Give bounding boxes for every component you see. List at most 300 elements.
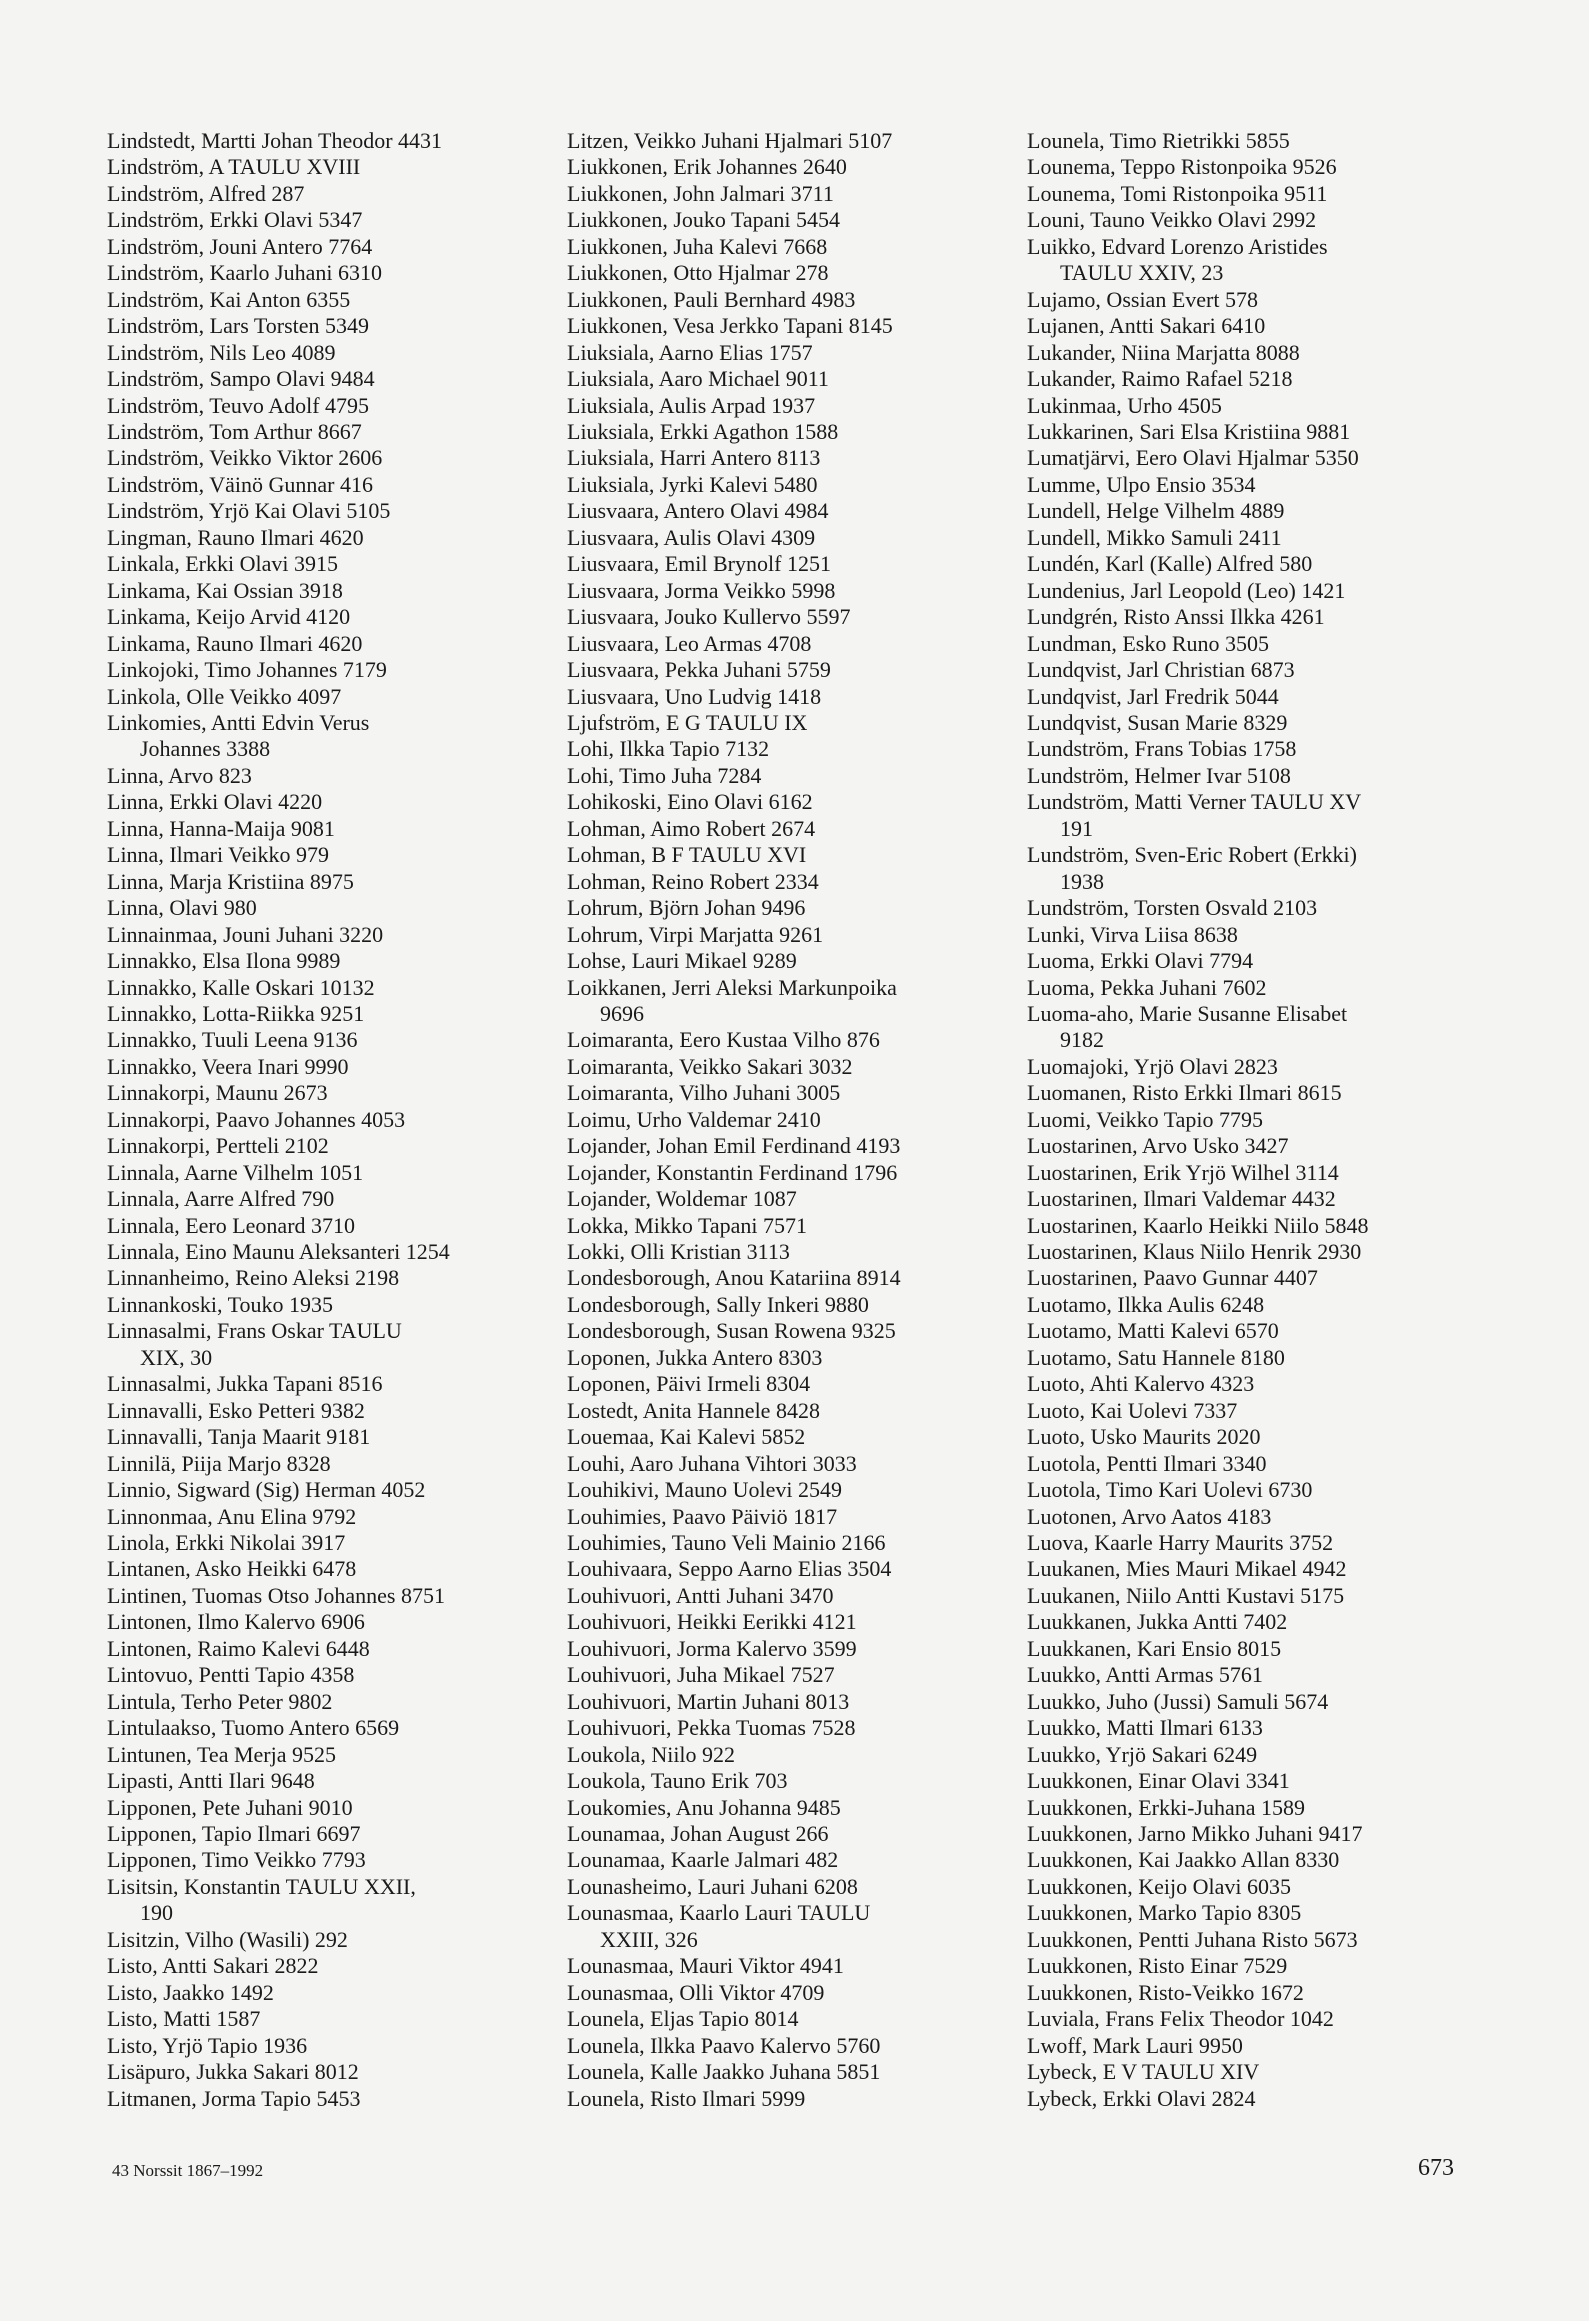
index-entry bbox=[107, 1398, 557, 1424]
index-entry bbox=[107, 1689, 557, 1715]
index-entry bbox=[567, 948, 1017, 974]
entry-text: Louhimies, Tauno Veli Mainio 2166 bbox=[567, 1530, 886, 1556]
entry-text: Lisitsin, Konstantin TAULU XXII, bbox=[107, 1873, 416, 1899]
index-entry bbox=[1027, 1768, 1487, 1794]
entry-text: Louhivuori, Antti Juhani 3470 bbox=[567, 1582, 834, 1608]
entry-text: Linnasalmi, Frans Oskar TAULU bbox=[107, 1318, 402, 1344]
index-entry bbox=[567, 1133, 1017, 1159]
entry-text: Listo, Matti 1587 bbox=[107, 2006, 261, 2032]
entry-text: Lojander, Konstantin Ferdinand 1796 bbox=[567, 1159, 898, 1185]
index-entry bbox=[567, 789, 1017, 815]
entry-text: Lipponen, Timo Veikko 7793 bbox=[107, 1847, 366, 1873]
index-entry bbox=[107, 1107, 557, 1133]
entry-text: Luostarinen, Erik Yrjö Wilhel 3114 bbox=[1027, 1159, 1339, 1185]
index-entry bbox=[107, 869, 557, 895]
entry-text: Luukkonen, Marko Tapio 8305 bbox=[1027, 1900, 1302, 1926]
entry-text: Luukanen, Mies Mauri Mikael 4942 bbox=[1027, 1556, 1347, 1582]
entry-text: Lundström, Matti Verner TAULU XV bbox=[1027, 789, 1362, 815]
index-entry bbox=[567, 1662, 1017, 1688]
index-entry bbox=[567, 234, 1017, 260]
index-entry bbox=[107, 207, 557, 233]
entry-text: Lindström, A TAULU XVIII bbox=[107, 154, 361, 180]
index-entry bbox=[567, 684, 1017, 710]
index-entry bbox=[567, 1054, 1017, 1080]
entry-text: Lounasmaa, Mauri Viktor 4941 bbox=[567, 1953, 844, 1979]
index-entry bbox=[107, 340, 557, 366]
entry-text: Luostarinen, Ilmari Valdemar 4432 bbox=[1027, 1186, 1336, 1212]
entry-text: Loukola, Niilo 922 bbox=[567, 1741, 736, 1767]
index-entry bbox=[567, 1583, 1017, 1609]
index-entry bbox=[107, 366, 557, 392]
index-entry bbox=[567, 1556, 1017, 1582]
index-entry bbox=[567, 1953, 1017, 1979]
entry-text: Louhivuori, Pekka Tuomas 7528 bbox=[567, 1715, 856, 1741]
entry-text: Lintonen, Ilmo Kalervo 6906 bbox=[107, 1609, 365, 1635]
index-entry bbox=[1027, 1160, 1487, 1186]
index-entry bbox=[1027, 128, 1487, 154]
entry-text: Lokka, Mikko Tapani 7571 bbox=[567, 1212, 808, 1238]
index-entry bbox=[567, 1213, 1017, 1239]
index-entry bbox=[1027, 1133, 1487, 1159]
index-entry bbox=[1027, 2033, 1487, 2059]
index-entry bbox=[1027, 1080, 1487, 1106]
entry-text: Louhivuori, Heikki Eerikki 4121 bbox=[567, 1609, 857, 1635]
index-entry bbox=[107, 1054, 557, 1080]
entry-text: Lindström, Teuvo Adolf 4795 bbox=[107, 392, 370, 418]
entry-text: Lintonen, Raimo Kalevi 6448 bbox=[107, 1635, 370, 1661]
index-entry bbox=[567, 710, 1017, 736]
entry-text: Louhivuori, Juha Mikael 7527 bbox=[567, 1662, 835, 1688]
entry-text: Lukinmaa, Urho 4505 bbox=[1027, 392, 1222, 418]
index-entry bbox=[567, 260, 1017, 286]
index-entry bbox=[1027, 313, 1487, 339]
index-entry bbox=[1027, 1239, 1487, 1265]
entry-text: Louhivuori, Jorma Kalervo 3599 bbox=[567, 1635, 857, 1661]
entry-text: Linkojoki, Timo Johannes 7179 bbox=[107, 657, 387, 683]
entry-text: Lindström, Jouni Antero 7764 bbox=[107, 233, 373, 259]
entry-text: Lipasti, Antti Ilari 9648 bbox=[107, 1768, 315, 1794]
index-entry bbox=[567, 1345, 1017, 1371]
index-entry bbox=[567, 1768, 1017, 1794]
entry-text: Liusvaara, Uno Ludvig 1418 bbox=[567, 683, 822, 709]
index-entry bbox=[567, 869, 1017, 895]
index-entry bbox=[107, 1583, 557, 1609]
index-entry bbox=[1027, 684, 1487, 710]
index-entry bbox=[107, 657, 557, 683]
entry-text: Lounela, Timo Rietrikki 5855 bbox=[1027, 128, 1290, 153]
entry-text: Luoma, Pekka Juhani 7602 bbox=[1027, 974, 1267, 1000]
entry-text: Lundén, Karl (Kalle) Alfred 580 bbox=[1027, 551, 1313, 577]
index-entry bbox=[567, 1795, 1017, 1821]
index-entry bbox=[567, 1027, 1017, 1053]
entry-text: Lindström, Tom Arthur 8667 bbox=[107, 418, 362, 444]
entry-text: Luostarinen, Klaus Niilo Henrik 2930 bbox=[1027, 1239, 1362, 1265]
entry-text: Lohikoski, Eino Olavi 6162 bbox=[567, 789, 813, 815]
entry-text: Lounasmaa, Olli Viktor 4709 bbox=[567, 1979, 825, 2005]
index-entry bbox=[1027, 1107, 1487, 1133]
index-entry bbox=[567, 1371, 1017, 1397]
entry-text: Lindström, Lars Torsten 5349 bbox=[107, 313, 370, 339]
entry-text: Lwoff, Mark Lauri 9950 bbox=[1027, 2032, 1243, 2058]
entry-continuation: 191 bbox=[1060, 815, 1093, 841]
entry-text: Lohrum, Virpi Marjatta 9261 bbox=[567, 921, 824, 947]
index-entry bbox=[567, 1715, 1017, 1741]
index-entry bbox=[107, 393, 557, 419]
index-entry bbox=[567, 472, 1017, 498]
index-entry bbox=[107, 1027, 557, 1053]
entry-text: Litzen, Veikko Juhani Hjalmari 5107 bbox=[567, 128, 893, 153]
entry-text: Liuksiala, Aaro Michael 9011 bbox=[567, 366, 829, 392]
entry-text: Lindström, Kaarlo Juhani 6310 bbox=[107, 260, 382, 286]
entry-text: Luukko, Antti Armas 5761 bbox=[1027, 1662, 1263, 1688]
entry-text: Loimaranta, Vilho Juhani 3005 bbox=[567, 1080, 841, 1106]
index-entry bbox=[1027, 472, 1487, 498]
index-entry bbox=[567, 551, 1017, 577]
index-entry bbox=[567, 445, 1017, 471]
entry-text: Linkomies, Antti Edvin Verus bbox=[107, 709, 370, 735]
entry-text: Luukkonen, Einar Olavi 3341 bbox=[1027, 1768, 1290, 1794]
entry-text: Linnakorpi, Paavo Johannes 4053 bbox=[107, 1106, 406, 1132]
entry-text: Luukkanen, Jukka Antti 7402 bbox=[1027, 1609, 1288, 1635]
entry-text: Lundström, Helmer Ivar 5108 bbox=[1027, 762, 1291, 788]
index-entry bbox=[107, 922, 557, 948]
index-entry bbox=[107, 1715, 557, 1741]
index-entry bbox=[107, 1318, 557, 1371]
entry-text: Luostarinen, Arvo Usko 3427 bbox=[1027, 1133, 1289, 1159]
index-entry bbox=[1027, 207, 1487, 233]
entry-continuation: XXIII, 326 bbox=[600, 1926, 698, 1952]
entry-text: Lindström, Yrjö Kai Olavi 5105 bbox=[107, 498, 391, 524]
index-entry bbox=[107, 1080, 557, 1106]
entry-text: Luostarinen, Kaarlo Heikki Niilo 5848 bbox=[1027, 1212, 1369, 1238]
index-entry bbox=[1027, 604, 1487, 630]
index-entry bbox=[567, 1398, 1017, 1424]
index-entry bbox=[1027, 340, 1487, 366]
index-entry bbox=[567, 313, 1017, 339]
index-entry bbox=[107, 313, 557, 339]
entry-text: Lintovuo, Pentti Tapio 4358 bbox=[107, 1662, 355, 1688]
index-entry bbox=[567, 154, 1017, 180]
index-entry bbox=[1027, 1874, 1487, 1900]
index-entry bbox=[107, 234, 557, 260]
entry-text: Lipponen, Tapio Ilmari 6697 bbox=[107, 1821, 361, 1846]
index-entry bbox=[1027, 1530, 1487, 1556]
index-entry bbox=[107, 181, 557, 207]
entry-continuation: TAULU XXIV, 23 bbox=[1060, 260, 1224, 286]
index-entry bbox=[1027, 1609, 1487, 1635]
index-entry bbox=[107, 419, 557, 445]
entry-text: Lundqvist, Jarl Christian 6873 bbox=[1027, 657, 1295, 683]
entry-text: Loikkanen, Jerri Aleksi Markunpoika bbox=[567, 974, 897, 1000]
entry-text: Liukkonen, Juha Kalevi 7668 bbox=[567, 233, 828, 259]
entry-text: Linkama, Kai Ossian 3918 bbox=[107, 577, 343, 603]
index-entry bbox=[107, 1662, 557, 1688]
index-entry bbox=[107, 1292, 557, 1318]
index-entry bbox=[567, 393, 1017, 419]
index-entry bbox=[567, 1530, 1017, 1556]
index-entry bbox=[1027, 393, 1487, 419]
index-entry bbox=[1027, 445, 1487, 471]
entry-text: Lundgrén, Risto Anssi Ilkka 4261 bbox=[1027, 604, 1325, 630]
index-entry bbox=[107, 260, 557, 286]
entry-text: Lounema, Teppo Ristonpoika 9526 bbox=[1027, 154, 1337, 180]
index-entry bbox=[567, 1504, 1017, 1530]
index-entry bbox=[1027, 922, 1487, 948]
index-entry bbox=[107, 684, 557, 710]
index-entry bbox=[567, 498, 1017, 524]
entry-text: Lybeck, E V TAULU XIV bbox=[1027, 2059, 1260, 2085]
entry-text: Linnakko, Elsa Ilona 9989 bbox=[107, 948, 341, 974]
index-entry bbox=[107, 445, 557, 471]
entry-text: Lounasheimo, Lauri Juhani 6208 bbox=[567, 1873, 858, 1899]
entry-text: Luukkonen, Erkki-Juhana 1589 bbox=[1027, 1794, 1305, 1820]
entry-text: Liusvaara, Antero Olavi 4984 bbox=[567, 498, 829, 524]
index-entry bbox=[107, 975, 557, 1001]
index-entry bbox=[1027, 1556, 1487, 1582]
entry-text: Linnakko, Veera Inari 9990 bbox=[107, 1053, 349, 1079]
index-entry bbox=[1027, 1742, 1487, 1768]
index-entry bbox=[107, 2059, 557, 2085]
entry-text: Louni, Tauno Veikko Olavi 2992 bbox=[1027, 207, 1317, 233]
index-entry bbox=[567, 1292, 1017, 1318]
entry-text: Lindström, Alfred 287 bbox=[107, 180, 305, 206]
index-entry bbox=[1027, 842, 1487, 895]
index-entry bbox=[1027, 1662, 1487, 1688]
index-entry bbox=[1027, 1477, 1487, 1503]
index-entry bbox=[567, 1186, 1017, 1212]
index-entry bbox=[567, 2059, 1017, 2085]
entry-text: Luotamo, Matti Kalevi 6570 bbox=[1027, 1318, 1279, 1344]
entry-text: Lounela, Kalle Jaakko Juhana 5851 bbox=[567, 2059, 881, 2085]
index-entry bbox=[107, 1874, 557, 1927]
index-entry bbox=[107, 1742, 557, 1768]
index-entry bbox=[567, 922, 1017, 948]
index-entry bbox=[1027, 1715, 1487, 1741]
entry-text: Lundström, Sven-Eric Robert (Erkki) bbox=[1027, 842, 1357, 868]
entry-text: Linna, Arvo 823 bbox=[107, 762, 252, 788]
entry-text: Lisäpuro, Jukka Sakari 8012 bbox=[107, 2059, 359, 2085]
entry-text: Lundqvist, Jarl Fredrik 5044 bbox=[1027, 683, 1279, 709]
entry-text: Listo, Yrjö Tapio 1936 bbox=[107, 2032, 308, 2058]
entry-text: Liusvaara, Jorma Veikko 5998 bbox=[567, 577, 836, 603]
index-entry bbox=[1027, 1636, 1487, 1662]
entry-text: Luukkonen, Keijo Olavi 6035 bbox=[1027, 1873, 1291, 1899]
entry-text: Luukkanen, Kari Ensio 8015 bbox=[1027, 1635, 1282, 1661]
index-entry bbox=[1027, 948, 1487, 974]
index-entry bbox=[567, 1160, 1017, 1186]
entry-text: Lintanen, Asko Heikki 6478 bbox=[107, 1556, 357, 1582]
entry-text: Lingman, Rauno Ilmari 4620 bbox=[107, 524, 364, 550]
entry-text: Linna, Erkki Olavi 4220 bbox=[107, 789, 323, 815]
index-entry bbox=[567, 1874, 1017, 1900]
entry-text: Lindstedt, Martti Johan Theodor 4431 bbox=[107, 128, 443, 153]
entry-text: Loponen, Päivi Irmeli 8304 bbox=[567, 1371, 811, 1397]
index-entry bbox=[1027, 631, 1487, 657]
index-entry bbox=[567, 340, 1017, 366]
entry-text: Luoto, Ahti Kalervo 4323 bbox=[1027, 1371, 1255, 1397]
entry-text: Lukander, Raimo Rafael 5218 bbox=[1027, 366, 1293, 392]
entry-text: Lujamo, Ossian Evert 578 bbox=[1027, 286, 1258, 312]
index-entry bbox=[1027, 1054, 1487, 1080]
index-entry bbox=[567, 1609, 1017, 1635]
index-entry bbox=[107, 1424, 557, 1450]
entry-text: Litmanen, Jorma Tapio 5453 bbox=[107, 2085, 361, 2111]
entry-text: Loimu, Urho Valdemar 2410 bbox=[567, 1106, 821, 1132]
entry-text: Luukko, Yrjö Sakari 6249 bbox=[1027, 1741, 1258, 1767]
index-entry bbox=[1027, 736, 1487, 762]
entry-text: Lindström, Nils Leo 4089 bbox=[107, 339, 336, 365]
index-entry bbox=[567, 1080, 1017, 1106]
index-entry bbox=[107, 2006, 557, 2032]
index-entry bbox=[567, 975, 1017, 1028]
entry-text: Linnakorpi, Pertteli 2102 bbox=[107, 1133, 329, 1159]
index-entry bbox=[1027, 1371, 1487, 1397]
index-entry bbox=[107, 525, 557, 551]
entry-text: Linnonmaa, Anu Elina 9792 bbox=[107, 1503, 357, 1529]
entry-text: Linnanheimo, Reino Aleksi 2198 bbox=[107, 1265, 400, 1291]
entry-continuation: Johannes 3388 bbox=[140, 736, 271, 762]
entry-text: Luostarinen, Paavo Gunnar 4407 bbox=[1027, 1265, 1318, 1291]
entry-text: Lintinen, Tuomas Otso Johannes 8751 bbox=[107, 1582, 445, 1608]
index-entry bbox=[107, 2033, 557, 2059]
index-entry bbox=[107, 154, 557, 180]
entry-text: Luotola, Pentti Ilmari 3340 bbox=[1027, 1450, 1267, 1476]
index-entry bbox=[1027, 1927, 1487, 1953]
entry-text: Lindström, Kai Anton 6355 bbox=[107, 286, 351, 312]
entry-text: Liuksiala, Harri Antero 8113 bbox=[567, 445, 821, 471]
entry-text: Linnala, Aarne Vilhelm 1051 bbox=[107, 1159, 364, 1185]
index-entry bbox=[567, 842, 1017, 868]
entry-text: Lundström, Torsten Osvald 2103 bbox=[1027, 895, 1318, 921]
entry-text: Louhivaara, Seppo Aarno Elias 3504 bbox=[567, 1556, 892, 1582]
index-entry bbox=[107, 604, 557, 630]
index-entry bbox=[567, 1821, 1017, 1847]
entry-text: Linkala, Erkki Olavi 3915 bbox=[107, 551, 338, 577]
index-entry bbox=[567, 1477, 1017, 1503]
index-entry bbox=[1027, 1980, 1487, 2006]
index-entry bbox=[107, 1239, 557, 1265]
entry-text: Luomajoki, Yrjö Olavi 2823 bbox=[1027, 1053, 1278, 1079]
index-entry bbox=[107, 1821, 557, 1847]
entry-text: Lindström, Erkki Olavi 5347 bbox=[107, 207, 363, 233]
entry-text: Lindström, Veikko Viktor 2606 bbox=[107, 445, 383, 471]
entry-text: Linnio, Sigward (Sig) Herman 4052 bbox=[107, 1477, 426, 1503]
index-entry bbox=[107, 287, 557, 313]
entry-text: Linnala, Eino Maunu Aleksanteri 1254 bbox=[107, 1239, 450, 1265]
index-entry bbox=[1027, 895, 1487, 921]
index-entry bbox=[107, 631, 557, 657]
index-entry bbox=[567, 1239, 1017, 1265]
entry-text: Linnala, Eero Leonard 3710 bbox=[107, 1212, 356, 1238]
entry-continuation: 190 bbox=[140, 1900, 173, 1926]
entry-text: Lumatjärvi, Eero Olavi Hjalmar 5350 bbox=[1027, 445, 1359, 471]
index-entry bbox=[1027, 525, 1487, 551]
entry-text: Liukkonen, Otto Hjalmar 278 bbox=[567, 260, 829, 286]
entry-text: Linkola, Olle Veikko 4097 bbox=[107, 683, 342, 709]
entry-text: Liusvaara, Jouko Kullervo 5597 bbox=[567, 604, 851, 630]
entry-text: Linnakko, Kalle Oskari 10132 bbox=[107, 974, 375, 1000]
entry-text: Louhivuori, Martin Juhani 8013 bbox=[567, 1688, 850, 1714]
entry-text: Luukanen, Niilo Antti Kustavi 5175 bbox=[1027, 1582, 1345, 1608]
entry-text: Liusvaara, Pekka Juhani 5759 bbox=[567, 657, 831, 683]
index-entry bbox=[567, 631, 1017, 657]
index-column-1 bbox=[107, 128, 557, 2112]
entry-text: Lumme, Ulpo Ensio 3534 bbox=[1027, 471, 1256, 497]
index-entry bbox=[1027, 1583, 1487, 1609]
index-entry bbox=[107, 1504, 557, 1530]
index-entry bbox=[107, 1530, 557, 1556]
index-entry bbox=[1027, 154, 1487, 180]
entry-text: Louhimies, Paavo Päiviö 1817 bbox=[567, 1503, 838, 1529]
index-entry bbox=[567, 1980, 1017, 2006]
index-entry bbox=[107, 1477, 557, 1503]
entry-text: Liusvaara, Emil Brynolf 1251 bbox=[567, 551, 831, 577]
index-column-3 bbox=[1027, 128, 1487, 2112]
entry-text: Lohse, Lauri Mikael 9289 bbox=[567, 948, 797, 974]
entry-text: Linnala, Aarre Alfred 790 bbox=[107, 1186, 335, 1212]
index-entry bbox=[107, 1927, 557, 1953]
index-entry bbox=[1027, 2086, 1487, 2112]
index-entry bbox=[107, 472, 557, 498]
index-entry bbox=[1027, 551, 1487, 577]
index-entry bbox=[1027, 1001, 1487, 1054]
index-entry bbox=[1027, 1821, 1487, 1847]
entry-text: Liuksiala, Aulis Arpad 1937 bbox=[567, 392, 816, 418]
index-entry bbox=[1027, 763, 1487, 789]
index-entry bbox=[567, 895, 1017, 921]
index-entry bbox=[107, 1636, 557, 1662]
index-entry bbox=[567, 2006, 1017, 2032]
entry-text: Lukander, Niina Marjatta 8088 bbox=[1027, 339, 1300, 365]
index-entry bbox=[107, 1265, 557, 1291]
index-entry bbox=[107, 763, 557, 789]
index-entry bbox=[1027, 1424, 1487, 1450]
entry-text: Luukkonen, Risto-Veikko 1672 bbox=[1027, 1979, 1304, 2005]
entry-text: Lundell, Mikko Samuli 2411 bbox=[1027, 524, 1282, 550]
index-entry bbox=[567, 1689, 1017, 1715]
entry-text: Lukkarinen, Sari Elsa Kristiina 9881 bbox=[1027, 418, 1351, 444]
entry-continuation: 9182 bbox=[1060, 1027, 1104, 1053]
entry-text: Lisitzin, Vilho (Wasili) 292 bbox=[107, 1926, 348, 1952]
index-entry bbox=[567, 1742, 1017, 1768]
entry-text: Lohman, B F TAULU XVI bbox=[567, 842, 807, 868]
index-entry bbox=[107, 1371, 557, 1397]
entry-text: Luoma-aho, Marie Susanne Elisabet bbox=[1027, 1000, 1348, 1026]
index-entry bbox=[107, 1213, 557, 1239]
entry-text: Luukko, Matti Ilmari 6133 bbox=[1027, 1715, 1263, 1741]
entry-text: Liuksiala, Erkki Agathon 1588 bbox=[567, 418, 839, 444]
index-entry bbox=[1027, 1451, 1487, 1477]
entry-text: Linna, Hanna-Maija 9081 bbox=[107, 815, 335, 841]
index-entry bbox=[1027, 1213, 1487, 1239]
index-entry bbox=[1027, 287, 1487, 313]
index-entry bbox=[107, 948, 557, 974]
index-entry bbox=[107, 2086, 557, 2112]
index-entry bbox=[1027, 419, 1487, 445]
index-entry bbox=[567, 1424, 1017, 1450]
entry-text: Liuksiala, Jyrki Kalevi 5480 bbox=[567, 471, 818, 497]
entry-text: Linkama, Rauno Ilmari 4620 bbox=[107, 630, 363, 656]
entry-text: Luukkonen, Risto Einar 7529 bbox=[1027, 1953, 1288, 1979]
index-entry bbox=[1027, 181, 1487, 207]
index-entry bbox=[567, 1318, 1017, 1344]
index-entry bbox=[1027, 710, 1487, 736]
index-entry bbox=[107, 1001, 557, 1027]
entry-text: Lindström, Väinö Gunnar 416 bbox=[107, 471, 374, 497]
entry-text: Listo, Antti Sakari 2822 bbox=[107, 1953, 319, 1979]
index-entry bbox=[567, 578, 1017, 604]
index-entry bbox=[567, 657, 1017, 683]
